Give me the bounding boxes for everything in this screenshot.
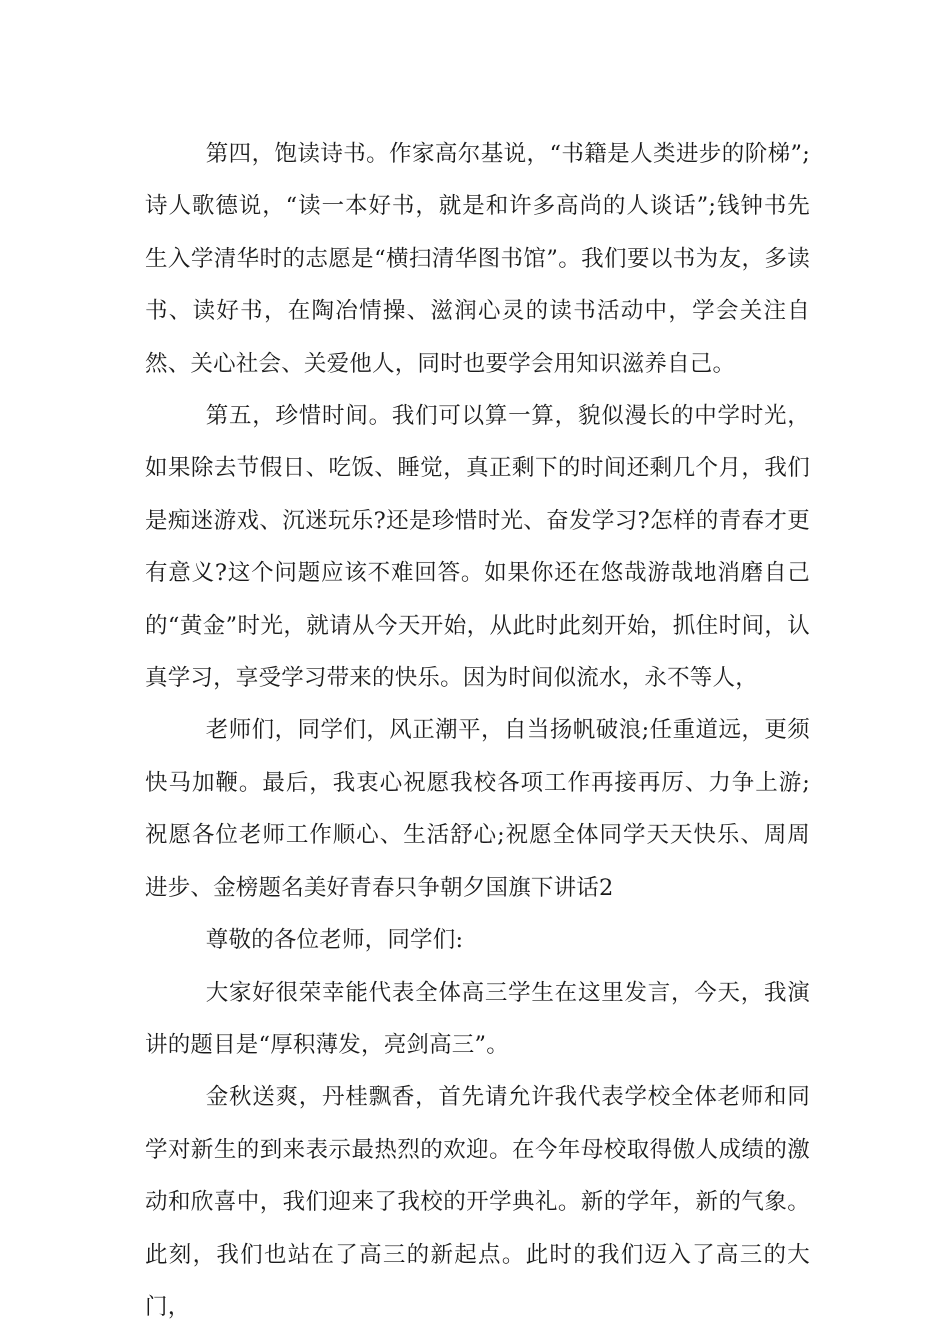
- paragraph-salutation: 尊敬的各位老师，同学们:: [205, 927, 464, 954]
- paragraph-time: 第五，珍惜时间。我们可以算一算，貌似漫长的中学时光，如果除去节假日、吃饭、睡觉，真正剩下的时间还剩几个月，我们是痴迷游戏、沉迷玩乐?还是珍惜时光、奋发学习?怎样的青春才更有意义?这个问题应该不难回答。如果你还在悠哉游哉地消磨自己的“黄金”时光，就请从今天开始，从此时此刻开始，抓住时间，认真学习，享受学习带来的快乐。因为时间似流水，永不等人，: [145, 403, 810, 692]
- paragraph-opening: 金秋送爽，丹桂飘香，首先请允许我代表学校全体老师和同学对新生的到来表示最热烈的欢迎。在今年母校取得傲人成绩的激动和欣喜中，我们迎来了我校的开学典礼。新的学年，新的气象。此刻，我们也站在了高三的新起点。此时的我们迈入了高三的大门，: [145, 1084, 810, 1320]
- paragraph-closing: 老师们，同学们，风正潮平，自当扬帆破浪;任重道远，更须快马加鞭。最后，我衷心祝愿我校各项工作再接再厉、力争上游;祝愿各位老师工作顺心、生活舒心;祝愿全体同学天天快乐、周周进步、金榜题名美好青春只争朝夕国旗下讲话2: [145, 717, 810, 901]
- document-body: [145, 128, 810, 1333]
- paragraph-greeting: 大家好很荣幸能代表全体高三学生在这里发言，今天，我演讲的题目是“厚积薄发，亮剑高三”。: [145, 979, 810, 1058]
- paragraph-reading: 第四，饱读诗书。作家高尔基说，“书籍是人类进步的阶梯”;诗人歌德说，“读一本好书，就是和许多高尚的人谈话”;钱钟书先生入学清华时的志愿是“横扫清华图书馆”。我们要以书为友，多读书、读好书，在陶冶情操、滋润心灵的读书活动中，学会关注自然、关心社会、关爱他人，同时也要学会用知识滋养自己。: [145, 141, 810, 377]
